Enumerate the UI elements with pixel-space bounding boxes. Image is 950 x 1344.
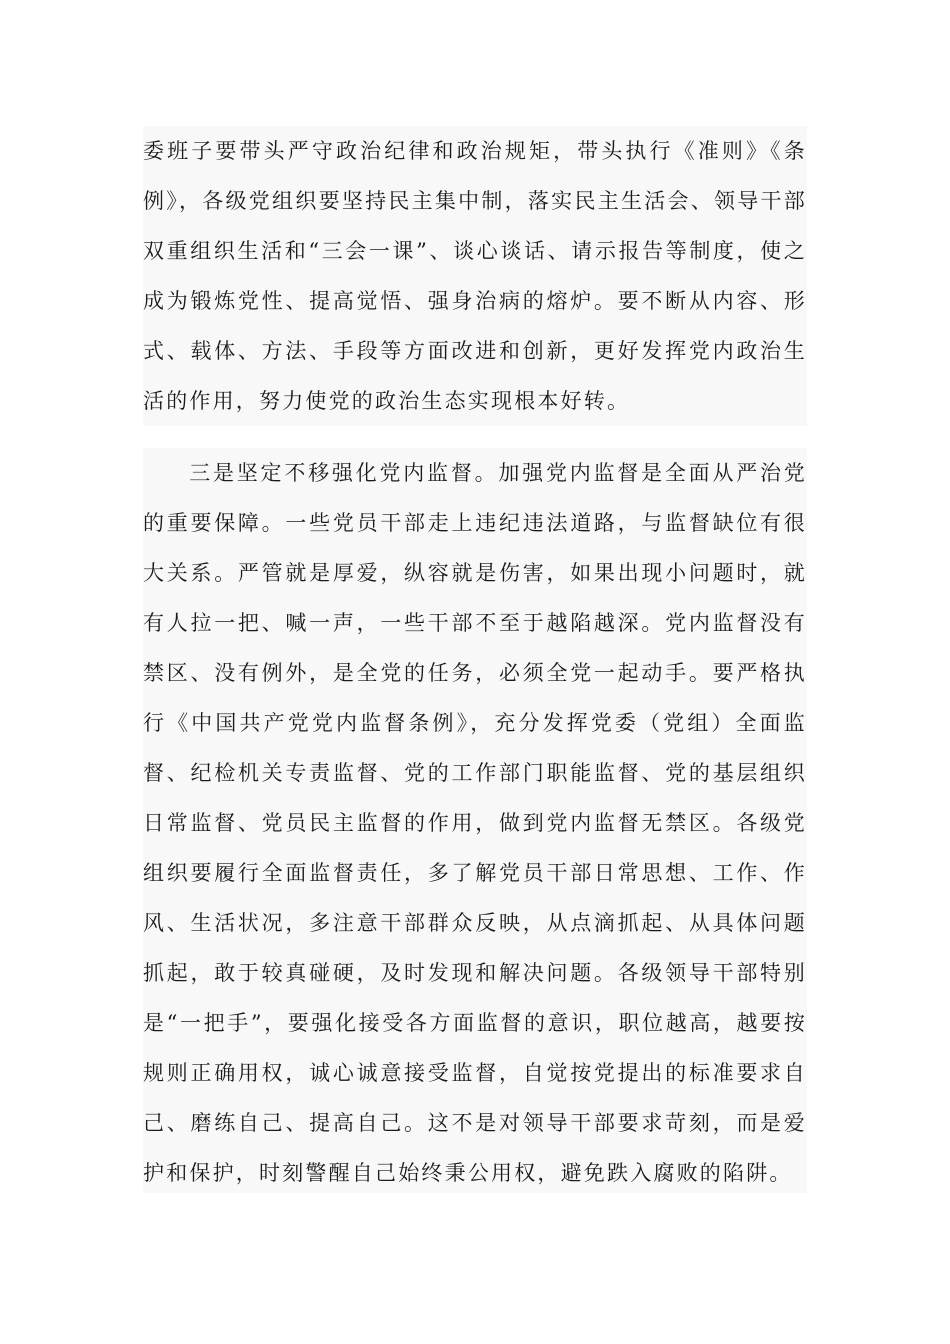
paragraph-block-1 — [143, 126, 807, 426]
body-paragraph-2: 三是坚定不移强化党内监督。加强党内监督是全面从严治党的重要保障。一些党员干部走上违纪违法道路，与监督缺位有很大关系。严管就是厚爱，纵容就是伤害，如果出现小问题时，就有人拉一把、喊一声，一些干部不至于越陷越深。党内监督没有禁区、没有例外，是全党的任务，必须全党一起动手。要严格执行《中国共产党党内监督条例》，充分发挥党委（党组）全面监督、纪检机关专责监督、党的工作部门职能监督、党的基层组织日常监督、党员民主监督的作用，做到党内监督无禁区。各级党组织要履行全面监督责任，多了解党员干部日常思想、工作、作风、生活状况，多注意干部群众反映，从点滴抓起、从具体问题抓起，敢于较真碰硬，及时发现和解决问题。各级领导干部特别是“一把手”，要强化接受各方面监督的意识，职位越高，越要按规则正确用权，诚心诚意接受监督，自觉按党提出的标准要求自己、磨练自己、提高自己。这不是对领导干部要求苛刻，而是爱护和保护，时刻警醒自己始终秉公用权，避免跌入腐败的陷阱。 — [143, 461, 807, 1185]
body-paragraph-1: 委班子要带头严守政治纪律和政治规矩，带头执行《准则》《条例》，各级党组织要坚持民主集中制，落实民主生活会、领导干部双重组织生活和“三会一课”、谈心谈话、请示报告等制度，使之成为锻炼党性、提高觉悟、强身治病的熔炉。要不断从内容、形式、载体、方法、手段等方面改进和创新，更好发挥党内政治生活的作用，努力使党的政治生态实现根本好转。 — [143, 139, 807, 413]
paragraph-block-2 — [143, 448, 807, 1193]
